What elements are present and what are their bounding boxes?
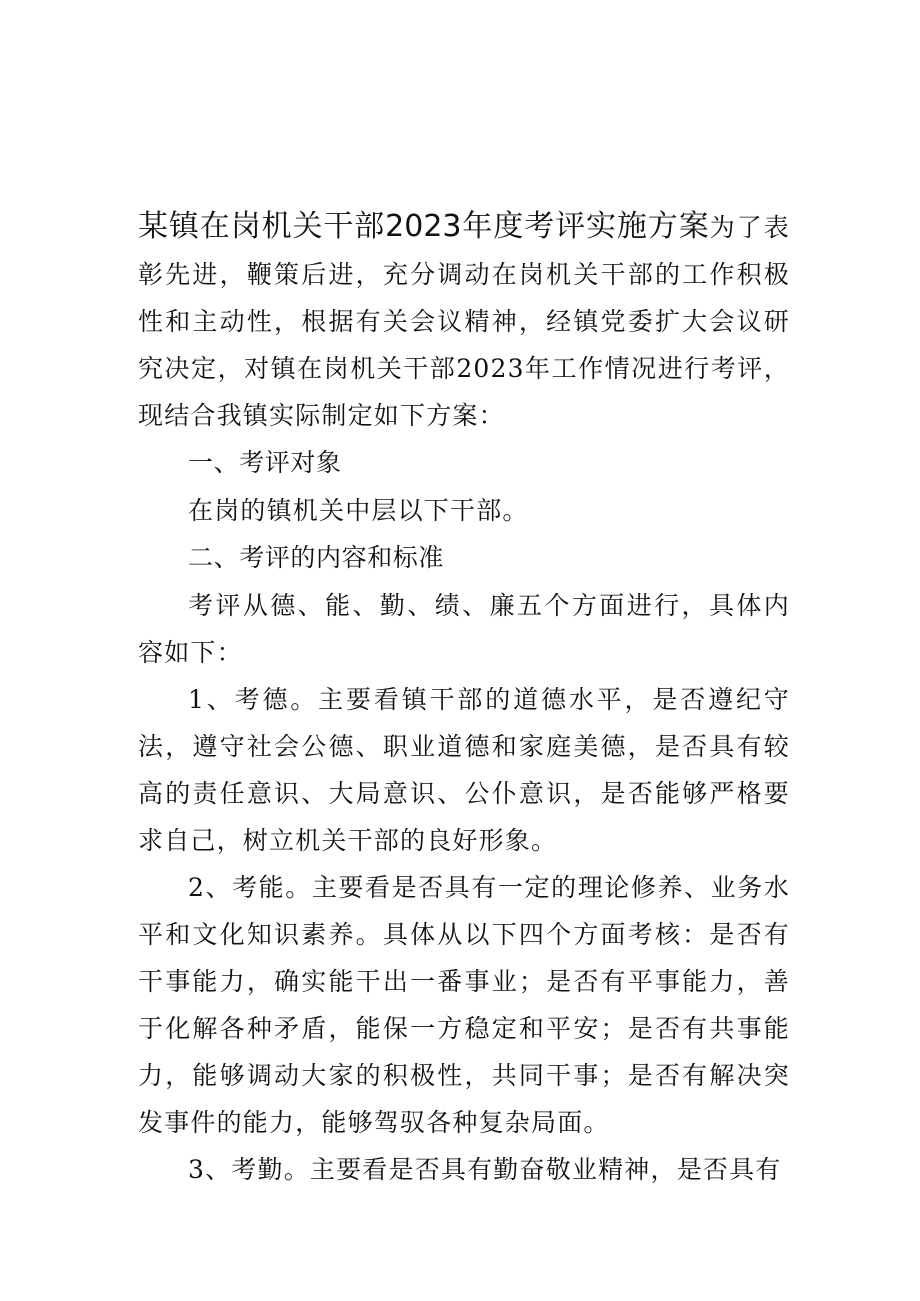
criteria-item-3: 3、考勤。主要看是否具有勤奋敬业精神，是否具有 xyxy=(188,1155,782,1184)
document-body xyxy=(138,203,790,1193)
criteria-item-2: 2、考能。主要看是否具有一定的理论修养、业务水平和文化知识素养。具体从以下四个方面考核：是否有干事能力，确实能干出一番事业；是否有平事能力，善于化解各种矛盾，能保一方稳定和平安；是否有共事能力，能够调动大家的积极性，共同干事；是否有解决突发事件的能力，能够驾驭各种复杂局面。 xyxy=(138,873,790,1137)
criteria-item-1: 1、考德。主要看镇干部的道德水平，是否遵纪守法，遵守社会公德、职业道德和家庭美德，是否具有较高的责任意识、大局意识、公仆意识，是否能够严格要求自己，树立机关干部的良好形象。 xyxy=(138,685,790,855)
section-heading-2: 二、考评的内容和标准 xyxy=(188,543,445,572)
section-heading-1: 一、考评对象 xyxy=(188,448,342,477)
section-text-2: 考评从德、能、勤、绩、廉五个方面进行，具体内容如下： xyxy=(138,591,790,667)
document-title: 某镇在岗机关干部2023年度考评实施方案 xyxy=(138,209,710,244)
intro-text: 为了表彰先进，鞭策后进，充分调动在岗机关干部的工作积极性和主动性，根据有关会议精神，经镇党委扩大会议研究决定，对镇在岗机关干部2023年工作情况进行考评，现结合我镇实际制定如下方案： xyxy=(138,213,790,430)
title-paragraph xyxy=(138,203,790,439)
section-text-1: 在岗的镇机关中层以下干部。 xyxy=(188,496,529,525)
